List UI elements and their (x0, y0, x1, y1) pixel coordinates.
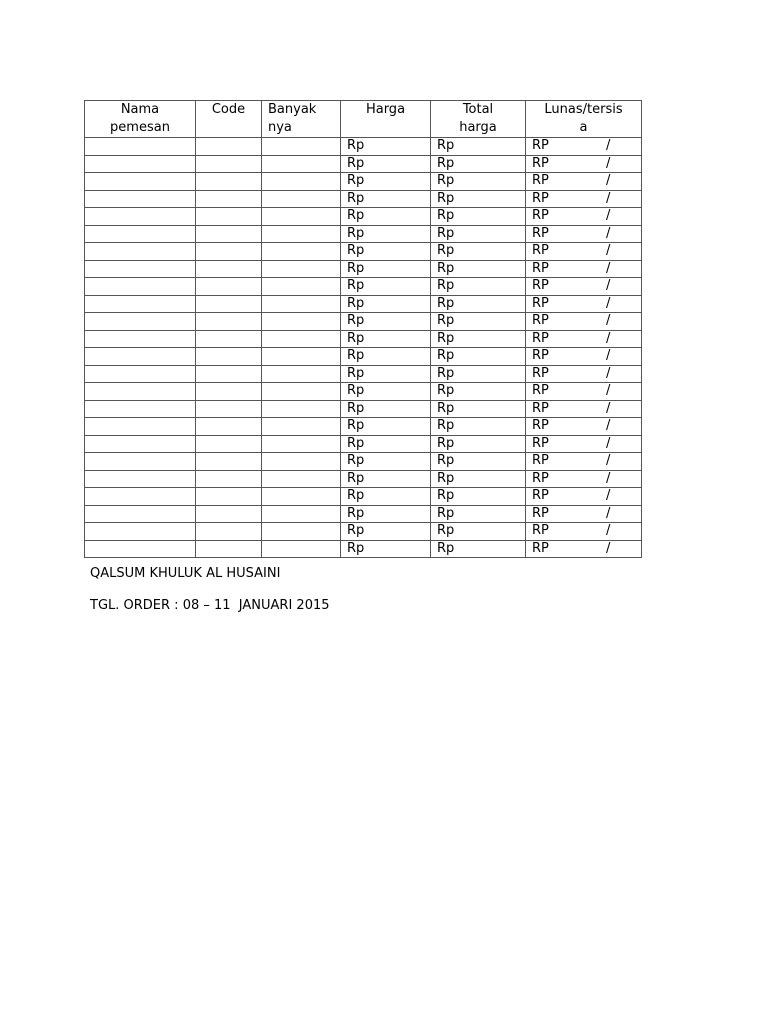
cell-lunas-prefix: RP (532, 313, 549, 328)
table-row (85, 330, 642, 348)
cell-lunas-prefix: RP (532, 190, 549, 206)
cell-harga: Rp (341, 190, 431, 208)
cell-harga: Rp (341, 243, 431, 261)
cell-code (196, 278, 262, 296)
cell-banyaknya (262, 365, 341, 383)
header-banyak-line1: Banyak (268, 102, 317, 117)
cell-lunas-prefix: RP (532, 470, 549, 486)
cell-harga: Rp (341, 505, 431, 523)
cell-total-harga: Rp (431, 138, 526, 156)
cell-lunas-tersisa (526, 418, 642, 436)
cell-lunas-separator: / (606, 155, 611, 171)
cell-banyaknya (262, 138, 341, 156)
cell-nama-pemesan (85, 278, 196, 296)
cell-banyaknya (262, 435, 341, 453)
cell-total-harga: Rp (431, 295, 526, 313)
cell-code (196, 365, 262, 383)
cell-nama-pemesan (85, 190, 196, 208)
cell-nama-pemesan (85, 418, 196, 436)
cell-nama-pemesan (85, 260, 196, 278)
cell-harga: Rp (341, 365, 431, 383)
cell-harga: Rp (341, 540, 431, 558)
cell-harga: Rp (341, 208, 431, 226)
table-row (85, 155, 642, 173)
cell-nama-pemesan (85, 295, 196, 313)
header-row (85, 101, 642, 138)
cell-lunas-tersisa (526, 225, 642, 243)
cell-nama-pemesan (85, 225, 196, 243)
cell-code (196, 400, 262, 418)
cell-lunas-prefix: RP (532, 383, 549, 398)
cell-lunas-tersisa (526, 260, 642, 278)
customer-name: QALSUM KHULUK AL HUSAINI (90, 566, 281, 581)
cell-lunas-prefix: RP (532, 278, 549, 293)
cell-code (196, 313, 262, 331)
header-nama-pemesan (85, 101, 196, 138)
cell-lunas-tersisa (526, 243, 642, 261)
header-lunas-line1: Lunas/tersis (544, 102, 623, 117)
cell-lunas-separator: / (606, 190, 611, 206)
cell-harga: Rp (341, 523, 431, 541)
cell-total-harga: Rp (431, 278, 526, 296)
cell-nama-pemesan (85, 383, 196, 401)
cell-lunas-tersisa (526, 435, 642, 453)
cell-total-harga: Rp (431, 383, 526, 401)
table-row (85, 400, 642, 418)
cell-banyaknya (262, 173, 341, 191)
table-row (85, 505, 642, 523)
cell-lunas-separator: / (606, 260, 611, 276)
cell-banyaknya (262, 330, 341, 348)
cell-lunas-separator: / (606, 138, 611, 153)
cell-lunas-separator: / (606, 243, 611, 258)
cell-lunas-separator: / (606, 488, 611, 503)
cell-lunas-prefix: RP (532, 365, 549, 381)
cell-banyaknya (262, 400, 341, 418)
table-row (85, 383, 642, 401)
cell-total-harga: Rp (431, 225, 526, 243)
header-banyaknya (262, 101, 341, 138)
cell-banyaknya (262, 470, 341, 488)
order-table (84, 100, 642, 558)
cell-nama-pemesan (85, 505, 196, 523)
header-total-harga (431, 101, 526, 138)
cell-lunas-tersisa (526, 155, 642, 173)
cell-nama-pemesan (85, 243, 196, 261)
cell-lunas-tersisa (526, 330, 642, 348)
cell-harga: Rp (341, 400, 431, 418)
cell-lunas-prefix: RP (532, 138, 549, 153)
cell-code (196, 505, 262, 523)
header-banyak-line2: nya (268, 120, 292, 135)
cell-lunas-separator: / (606, 365, 611, 381)
cell-code (196, 523, 262, 541)
cell-nama-pemesan (85, 540, 196, 558)
cell-lunas-separator: / (606, 173, 611, 188)
cell-code (196, 295, 262, 313)
cell-lunas-separator: / (606, 208, 611, 223)
cell-lunas-prefix: RP (532, 505, 549, 521)
cell-lunas-separator: / (606, 278, 611, 293)
table-row (85, 295, 642, 313)
cell-banyaknya (262, 208, 341, 226)
cell-nama-pemesan (85, 155, 196, 173)
cell-code (196, 138, 262, 156)
cell-lunas-tersisa (526, 138, 642, 156)
cell-code (196, 225, 262, 243)
cell-harga: Rp (341, 173, 431, 191)
cell-code (196, 540, 262, 558)
cell-banyaknya (262, 278, 341, 296)
cell-total-harga: Rp (431, 523, 526, 541)
cell-code (196, 173, 262, 191)
cell-nama-pemesan (85, 208, 196, 226)
cell-lunas-tersisa (526, 523, 642, 541)
cell-harga: Rp (341, 295, 431, 313)
cell-nama-pemesan (85, 400, 196, 418)
cell-code (196, 435, 262, 453)
cell-total-harga: Rp (431, 155, 526, 173)
cell-harga: Rp (341, 260, 431, 278)
cell-code (196, 208, 262, 226)
cell-lunas-prefix: RP (532, 348, 549, 363)
cell-code (196, 260, 262, 278)
cell-code (196, 418, 262, 436)
cell-nama-pemesan (85, 348, 196, 366)
cell-lunas-tersisa (526, 208, 642, 226)
cell-nama-pemesan (85, 523, 196, 541)
cell-lunas-separator: / (606, 470, 611, 486)
cell-lunas-prefix: RP (532, 295, 549, 311)
cell-code (196, 453, 262, 471)
cell-lunas-tersisa (526, 313, 642, 331)
cell-lunas-tersisa (526, 190, 642, 208)
header-nama-line1: Nama (120, 102, 160, 117)
cell-lunas-tersisa (526, 400, 642, 418)
order-date: TGL. ORDER : 08 – 11 JANUARI 2015 (90, 598, 330, 613)
header-code (196, 101, 262, 138)
cell-lunas-prefix: RP (532, 435, 549, 451)
cell-nama-pemesan (85, 435, 196, 453)
table-row (85, 243, 642, 261)
table-row (85, 418, 642, 436)
cell-banyaknya (262, 505, 341, 523)
cell-nama-pemesan (85, 313, 196, 331)
cell-total-harga: Rp (431, 313, 526, 331)
cell-total-harga: Rp (431, 505, 526, 523)
cell-lunas-tersisa (526, 173, 642, 191)
cell-lunas-prefix: RP (532, 453, 549, 468)
table-row (85, 453, 642, 471)
cell-harga: Rp (341, 488, 431, 506)
cell-code (196, 243, 262, 261)
cell-lunas-separator: / (606, 453, 611, 468)
cell-lunas-tersisa (526, 295, 642, 313)
cell-lunas-tersisa (526, 365, 642, 383)
cell-banyaknya (262, 190, 341, 208)
cell-code (196, 155, 262, 173)
cell-nama-pemesan (85, 453, 196, 471)
header-code-label: Code (211, 102, 246, 117)
header-lunas-line2: a (579, 120, 588, 135)
cell-code (196, 383, 262, 401)
header-total-line1: Total (462, 102, 494, 117)
cell-harga: Rp (341, 470, 431, 488)
cell-total-harga: Rp (431, 173, 526, 191)
cell-harga: Rp (341, 418, 431, 436)
table-row (85, 348, 642, 366)
cell-lunas-prefix: RP (532, 208, 549, 223)
cell-harga: Rp (341, 348, 431, 366)
cell-total-harga: Rp (431, 418, 526, 436)
cell-lunas-prefix: RP (532, 523, 549, 538)
cell-code (196, 330, 262, 348)
cell-total-harga: Rp (431, 208, 526, 226)
cell-harga: Rp (341, 453, 431, 471)
cell-harga: Rp (341, 138, 431, 156)
cell-harga: Rp (341, 330, 431, 348)
cell-lunas-separator: / (606, 383, 611, 398)
cell-total-harga: Rp (431, 243, 526, 261)
cell-banyaknya (262, 243, 341, 261)
cell-total-harga: Rp (431, 400, 526, 418)
cell-nama-pemesan (85, 138, 196, 156)
cell-banyaknya (262, 453, 341, 471)
table-row (85, 190, 642, 208)
cell-lunas-tersisa (526, 470, 642, 488)
table-row (85, 488, 642, 506)
cell-total-harga: Rp (431, 190, 526, 208)
cell-banyaknya (262, 488, 341, 506)
cell-lunas-tersisa (526, 488, 642, 506)
cell-lunas-prefix: RP (532, 173, 549, 188)
table-row (85, 260, 642, 278)
cell-lunas-tersisa (526, 540, 642, 558)
cell-total-harga: Rp (431, 260, 526, 278)
cell-lunas-separator: / (606, 523, 611, 538)
cell-lunas-separator: / (606, 225, 611, 241)
cell-lunas-tersisa (526, 348, 642, 366)
cell-lunas-tersisa (526, 505, 642, 523)
cell-lunas-separator: / (606, 540, 611, 556)
cell-harga: Rp (341, 383, 431, 401)
cell-lunas-prefix: RP (532, 243, 549, 258)
cell-lunas-separator: / (606, 400, 611, 416)
header-total-line2: harga (459, 120, 497, 135)
cell-banyaknya (262, 523, 341, 541)
cell-lunas-tersisa (526, 383, 642, 401)
cell-lunas-prefix: RP (532, 540, 549, 556)
cell-lunas-separator: / (606, 435, 611, 451)
cell-lunas-separator: / (606, 505, 611, 521)
cell-lunas-prefix: RP (532, 260, 549, 276)
table-row (85, 313, 642, 331)
header-lunas-tersisa (526, 101, 642, 138)
table-row (85, 540, 642, 558)
cell-code (196, 348, 262, 366)
cell-lunas-separator: / (606, 348, 611, 363)
cell-banyaknya (262, 225, 341, 243)
table-row (85, 278, 642, 296)
cell-code (196, 488, 262, 506)
cell-banyaknya (262, 260, 341, 278)
cell-lunas-prefix: RP (532, 400, 549, 416)
header-harga (341, 101, 431, 138)
cell-banyaknya (262, 540, 341, 558)
cell-nama-pemesan (85, 365, 196, 383)
cell-banyaknya (262, 155, 341, 173)
table-row (85, 173, 642, 191)
cell-nama-pemesan (85, 470, 196, 488)
cell-lunas-separator: / (606, 313, 611, 328)
cell-harga: Rp (341, 435, 431, 453)
cell-total-harga: Rp (431, 330, 526, 348)
cell-lunas-separator: / (606, 295, 611, 311)
cell-lunas-prefix: RP (532, 330, 549, 346)
cell-nama-pemesan (85, 173, 196, 191)
cell-harga: Rp (341, 155, 431, 173)
cell-harga: Rp (341, 313, 431, 331)
cell-harga: Rp (341, 225, 431, 243)
cell-lunas-tersisa (526, 453, 642, 471)
cell-banyaknya (262, 383, 341, 401)
cell-banyaknya (262, 418, 341, 436)
cell-banyaknya (262, 348, 341, 366)
cell-lunas-prefix: RP (532, 418, 549, 433)
header-harga-label: Harga (365, 102, 406, 117)
cell-banyaknya (262, 295, 341, 313)
cell-lunas-separator: / (606, 330, 611, 346)
table-row (85, 365, 642, 383)
order-table-body (85, 138, 642, 558)
cell-nama-pemesan (85, 330, 196, 348)
table-row (85, 523, 642, 541)
cell-total-harga: Rp (431, 488, 526, 506)
cell-total-harga: Rp (431, 453, 526, 471)
cell-total-harga: Rp (431, 540, 526, 558)
cell-lunas-prefix: RP (532, 488, 549, 503)
cell-harga: Rp (341, 278, 431, 296)
cell-code (196, 190, 262, 208)
cell-code (196, 470, 262, 488)
cell-lunas-prefix: RP (532, 155, 549, 171)
cell-total-harga: Rp (431, 365, 526, 383)
cell-nama-pemesan (85, 488, 196, 506)
cell-lunas-prefix: RP (532, 225, 549, 241)
cell-total-harga: Rp (431, 470, 526, 488)
cell-lunas-separator: / (606, 418, 611, 433)
header-nama-line2: pemesan (110, 120, 170, 135)
table-row (85, 470, 642, 488)
table-row (85, 208, 642, 226)
table-row (85, 225, 642, 243)
table-row (85, 138, 642, 156)
cell-total-harga: Rp (431, 348, 526, 366)
cell-banyaknya (262, 313, 341, 331)
cell-total-harga: Rp (431, 435, 526, 453)
table-row (85, 435, 642, 453)
cell-lunas-tersisa (526, 278, 642, 296)
